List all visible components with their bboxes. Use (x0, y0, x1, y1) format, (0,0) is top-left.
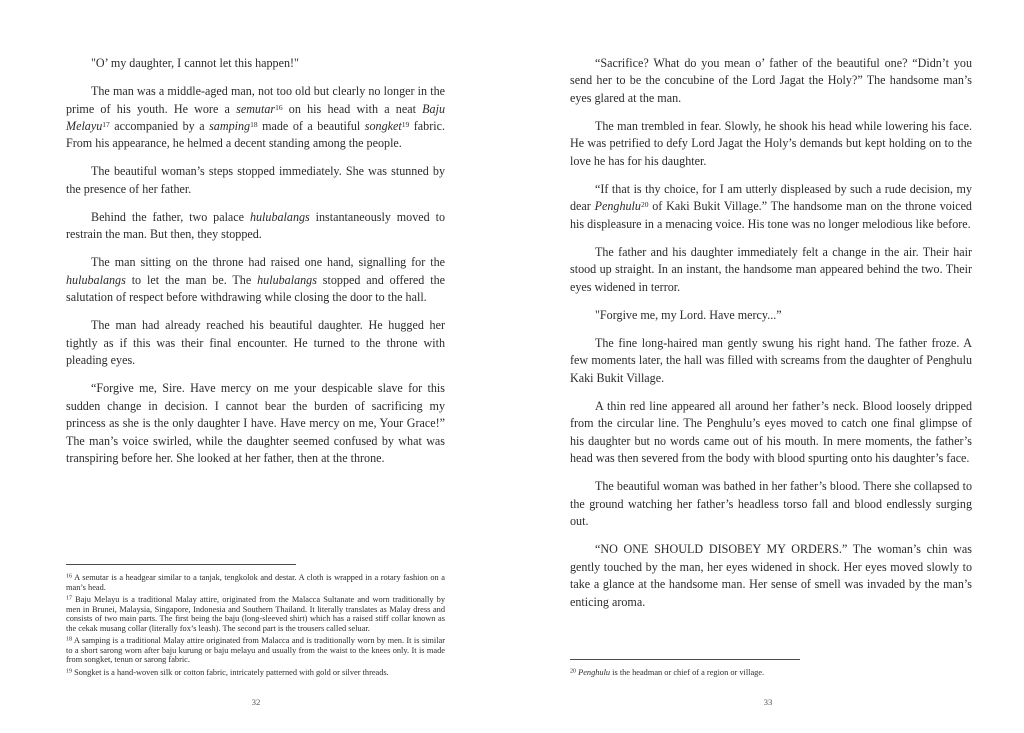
page-right (512, 0, 1024, 733)
footnote-marker: 20 (640, 200, 649, 210)
footnote-marker: 18 (250, 119, 258, 129)
footnote-list (570, 668, 972, 677)
page-number-left: 32 (251, 697, 261, 707)
footnote-marker: 16 (275, 102, 283, 112)
footnote: $^{17}$ Baju Melayu is a traditional Malay attire, originated from the Malacca Sultanate and worn traditionally by men in Brunei, Malaysia, Singapore, Indonesia and Southern Thailand. It literally translates as Malay dress and consists of two main parts. The first being the baju (long-sleeved shirt) which has a raised stiff collar known as the cekak musang collar (literally fox’s leash). The second part is the trousers called seluar. (66, 595, 446, 633)
paragraph: "O’ my daughter, I cannot let this happen!" (91, 56, 299, 70)
page-right-body (570, 55, 972, 611)
footnote-marker: 19 (401, 119, 410, 129)
footnote-number: 16 (66, 574, 72, 581)
footnote-number: 18 (66, 636, 72, 643)
footnote-number: 17 (66, 596, 72, 603)
page-right-footnotes (512, 659, 1024, 677)
footnote-number: 20 (570, 668, 576, 675)
paragraph: “Sacrifice? What do you mean o’ father of the beautiful one? “Didn’t you send her to be the concubine of the Lord Jagat the Holy?” The handsome man’s eyes glared at the man. (570, 56, 972, 105)
footnote-separator-rule (570, 659, 800, 660)
footnote: $^{18}$ A samping is a traditional Malay attire originated from Malacca and is traditionally worn by men. It is similar to a short sarong worn after baju kurung or baju melayu and usually from the waist to the knees only. It is made from songket, tenun or sarong fabric. (66, 636, 445, 664)
page-left-footnotes (0, 564, 512, 677)
footnote: $^{19}$ Songket is a hand-woven silk or cotton fabric, intricately patterned with gold or silver threads. (66, 667, 389, 677)
paragraph: A thin red line appeared all around her father’s neck. Blood loosely dripped from the circular line. The Penghulu’s eyes moved to catch one final glimpse of his daughter but no words came out of his mouth. In mere moments, the father’s head was then severed from the body with blood spurting onto his daughter’s face. (570, 398, 972, 466)
paragraph: The man trembled in fear. Slowly, he shook his head while lowering his face. He was petrified to defy Lord Jagat the Holy’s demands but kept holding on to the love he has for his daughter. (570, 118, 972, 168)
page-left-body (66, 55, 445, 468)
paragraph: The man was a middle-aged man, not too old but clearly no longer in the prime of his youth. He wore a semutar$^{16}$ on his head with a neat Baju Melayu$^{17}$ accompanied by a samping$^{18}$ made of a beautiful songket$^{19}$ fabric. From his appearance, he helmed a decent standing among the people. (66, 84, 445, 151)
footnote-marker: 17 (102, 119, 110, 129)
paragraph: Behind the father, two palace hulubalangs instantaneously moved to restrain the man. But then, they stopped. (66, 209, 445, 242)
paragraph: The beautiful woman was bathed in her father’s blood. There she collapsed to the ground watching her father’s headless torso fall and blood endlessly surging out. (570, 479, 972, 529)
footnote-number: 19 (66, 668, 72, 675)
page-number-right: 33 (763, 697, 773, 707)
footnote: $^{20}$ Penghulu is the headman or chief of a region or village. (570, 667, 765, 677)
paragraph: The fine long-haired man gently swung his right hand. The father froze. A few moments later, the hall was filled with screams from the daughter of Penghulu Kaki Bukit Village. (570, 335, 972, 385)
paragraph: The man sitting on the throne had raised one hand, signalling for the hulubalangs to let the man be. The hulubalangs stopped and offered the salutation of respect before withdrawing while closing the door to the hall. (66, 255, 445, 305)
paragraph: “If that is thy choice, for I am utterly displeased by such a rude decision, my dear Penghulu$^{20}$ of Kaki Bukit Village.” The handsome man on the throne voiced his displeasure in a menacing voice. His tone was no longer melodious like before. (570, 181, 972, 231)
paragraph: "Forgive me, my Lord. Have mercy...” (595, 307, 782, 322)
footnote: $^{16}$ A semutar is a headgear similar to a tanjak, tengkolok and destar. A cloth is wrapped in a rotary fashion on a man’s head. (66, 573, 445, 592)
footnote-separator-rule (66, 564, 296, 565)
footnote-list (66, 573, 445, 677)
paragraph: “NO ONE SHOULD DISOBEY MY ORDERS.” The woman’s chin was gently touched by the man, her eyes widened in shock. Her eyes moved slowly to take a glance at the handsome man. Her sense of smell was invaded by the man’s enticing aroma. (570, 542, 972, 609)
paragraph: “Forgive me, Sire. Have mercy on me your despicable slave for this sudden change in decision. I cannot bear the burden of sacrificing my princess as she is the only daughter I have. Have mercy on me, Your Grace!” The man’s voice swirled, while the daughter seemed confused by what was transpiring before her. She looked at her father, then at the throne. (66, 381, 445, 466)
paragraph: The father and his daughter immediately felt a change in the air. Their hair stood up straight. In an instant, the handsome man appeared behind the two. Their eyes widened in terror. (570, 244, 972, 294)
paragraph: The man had already reached his beautiful daughter. He hugged her tightly as if this was their final encounter. He turned to the throne with pleading eyes. (66, 318, 445, 368)
paragraph: The beautiful woman’s steps stopped immediately. She was stunned by the presence of her father. (66, 164, 445, 196)
